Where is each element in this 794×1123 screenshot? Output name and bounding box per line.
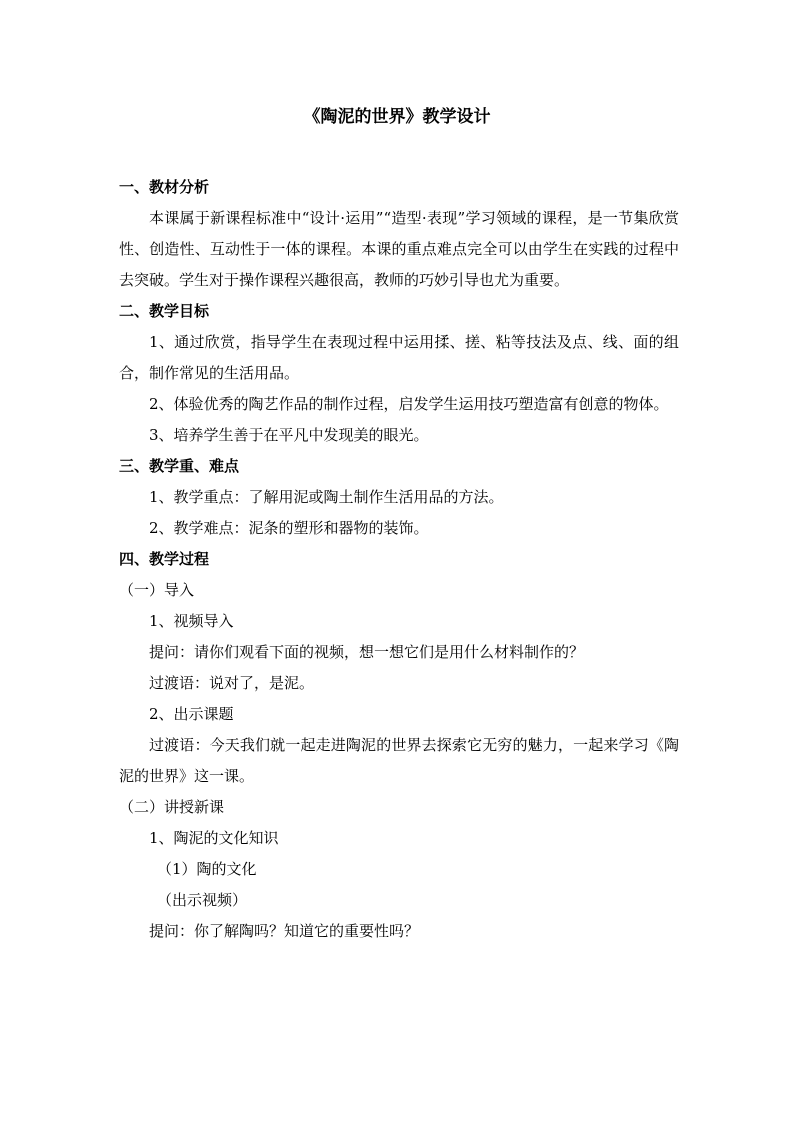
new-lesson-sub-pottery-culture: （1）陶的文化 (157, 860, 257, 878)
textbook-analysis-paragraph: 本课属于新课程标准中“设计·运用”“造型·表现”学习领域的课程，是一节集欣赏性、创造性、互动性于一体的课程。本课的重点难点完全可以由学生在实践的过程中去突破。学生对于操作课程兴趣很高，教师的巧妙引导也尤为重要。 (119, 209, 679, 289)
intro-step-video: 1、视频导入 (149, 612, 234, 630)
section-heading-key-points: 三、教学重、难点 (119, 457, 240, 475)
section-heading-teaching-goals: 二、教学目标 (119, 302, 210, 320)
new-lesson-step-culture: 1、陶泥的文化知识 (149, 829, 279, 847)
teaching-goal-3: 3、培养学生善于在平凡中发现美的眼光。 (149, 426, 429, 444)
section-heading-textbook-analysis: 一、教材分析 (119, 178, 210, 196)
document-body (119, 172, 679, 947)
teaching-goal-2: 2、体验优秀的陶艺作品的制作过程，启发学生运用技巧塑造富有创意的物体。 (149, 395, 669, 413)
process-part-new-lesson-label: （二）讲授新课 (119, 798, 225, 816)
process-part-intro-label: （一）导入 (119, 581, 195, 599)
key-point-1: 1、教学重点：了解用泥或陶土制作生活用品的方法。 (149, 488, 504, 506)
intro-transition-1: 过渡语：说对了，是泥。 (149, 674, 315, 692)
new-lesson-question: 提问：你了解陶吗？知道它的重要性吗？ (149, 922, 420, 940)
section-heading-teaching-process: 四、教学过程 (119, 550, 210, 568)
intro-step-topic: 2、出示课题 (149, 705, 234, 723)
intro-question: 提问：请你们观看下面的视频，想一想它们是用什么材料制作的？ (149, 643, 585, 661)
document-title: 《陶泥的世界》教学设计 (303, 107, 491, 127)
key-point-2: 2、教学难点：泥条的塑形和器物的装饰。 (149, 519, 429, 537)
intro-transition-2: 过渡语：今天我们就一起走进陶泥的世界去探索它无穷的魅力，一起来学习《陶泥的世界》这一课。 (119, 736, 679, 785)
teaching-goal-1: 1、通过欣赏，指导学生在表现过程中运用揉、搓、粘等技法及点、线、面的组合，制作常见的生活用品。 (119, 333, 679, 382)
new-lesson-note-video: （出示视频） (157, 891, 248, 909)
